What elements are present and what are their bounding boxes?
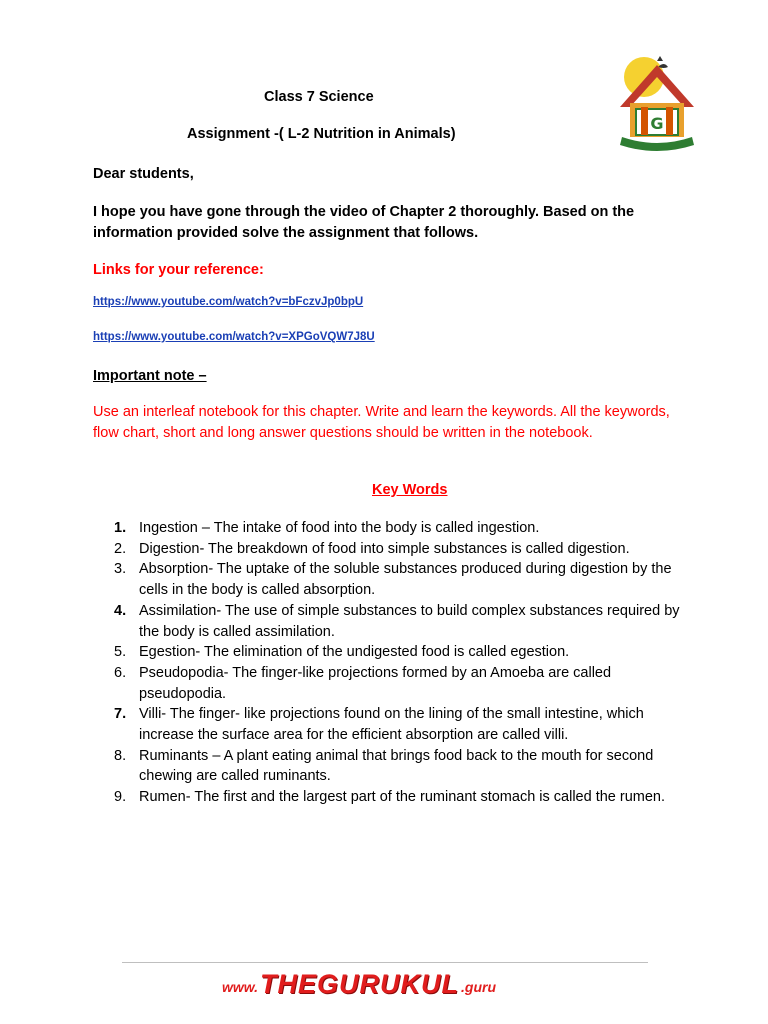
gurukul-logo-icon: [612, 55, 702, 155]
page-title: Class 7 Science: [264, 89, 374, 105]
item-text: Villi- The finger- like projections found on the lining of the small intestine, which increase the surface area for the efficient absorption are called villi.: [139, 706, 644, 744]
item-text: Pseudopodia- The finger-like projections formed by an Amoeba are called pseudopodia.: [139, 664, 612, 702]
item-text: Rumen- The first and the largest part of the ruminant stomach is called the rumen.: [139, 789, 666, 806]
item-text: Ruminants – A plant eating animal that brings food back to the mouth for second chewing are called ruminants.: [139, 747, 654, 785]
list-item: [114, 746, 694, 787]
item-text: Egestion- The elimination of the undigested food is called egestion.: [139, 644, 570, 661]
footer-prefix: www.: [222, 979, 259, 995]
footer-divider: [122, 962, 648, 963]
item-number: 8.: [114, 747, 127, 764]
list-item: [114, 787, 694, 808]
reference-link-2[interactable]: https://www.youtube.com/watch?v=XPGoVQW7J8U: [93, 331, 375, 343]
footer-brand[interactable]: [222, 968, 552, 1000]
item-text: Absorption- The uptake of the soluble substances produced during digestion by the cells in the body is called absorption.: [139, 561, 672, 599]
intro-paragraph: I hope you have gone through the video of Chapter 2 thoroughly. Based on the information provided solve the assignment that follows.: [93, 204, 635, 241]
item-number: 9.: [114, 789, 127, 806]
item-number: 2.: [114, 540, 127, 557]
item-number: 7.: [114, 706, 127, 723]
item-text: Assimilation- The use of simple substances to build complex substances required by the body is called assimilation.: [139, 602, 680, 640]
important-note-label: Important note –: [93, 368, 207, 384]
svg-text:G: G: [650, 114, 664, 133]
keywords-title: Key Words: [372, 482, 448, 498]
item-number: 3.: [114, 561, 127, 578]
item-number: 4.: [114, 602, 127, 619]
list-item: [114, 539, 694, 560]
important-note-text: Use an interleaf notebook for this chapter. Write and learn the keywords. All the keywords, flow chart, short and long answer questions should be written in the notebook.: [93, 404, 670, 441]
list-item: [114, 559, 694, 600]
item-number: 5.: [114, 644, 127, 661]
footer-suffix: .guru: [461, 979, 497, 995]
list-item: [114, 663, 694, 704]
links-heading: Links for your reference:: [93, 262, 264, 278]
reference-link-1[interactable]: https://www.youtube.com/watch?v=bFczvJp0bpU: [93, 296, 364, 308]
list-item: [114, 518, 694, 539]
item-text: Digestion- The breakdown of food into simple substances is called digestion.: [139, 540, 630, 557]
list-item: [114, 642, 694, 663]
greeting: Dear students,: [93, 166, 194, 182]
item-text: Ingestion – The intake of food into the body is called ingestion.: [139, 520, 540, 536]
keywords-list: [114, 518, 694, 808]
assignment-subtitle: Assignment -( L-2 Nutrition in Animals): [187, 126, 456, 142]
footer-brand-name: THEGURUKUL: [260, 969, 460, 999]
list-item: [114, 704, 694, 745]
list-item: [114, 601, 694, 642]
item-number: 6.: [114, 664, 127, 681]
item-number: 1.: [114, 520, 127, 536]
